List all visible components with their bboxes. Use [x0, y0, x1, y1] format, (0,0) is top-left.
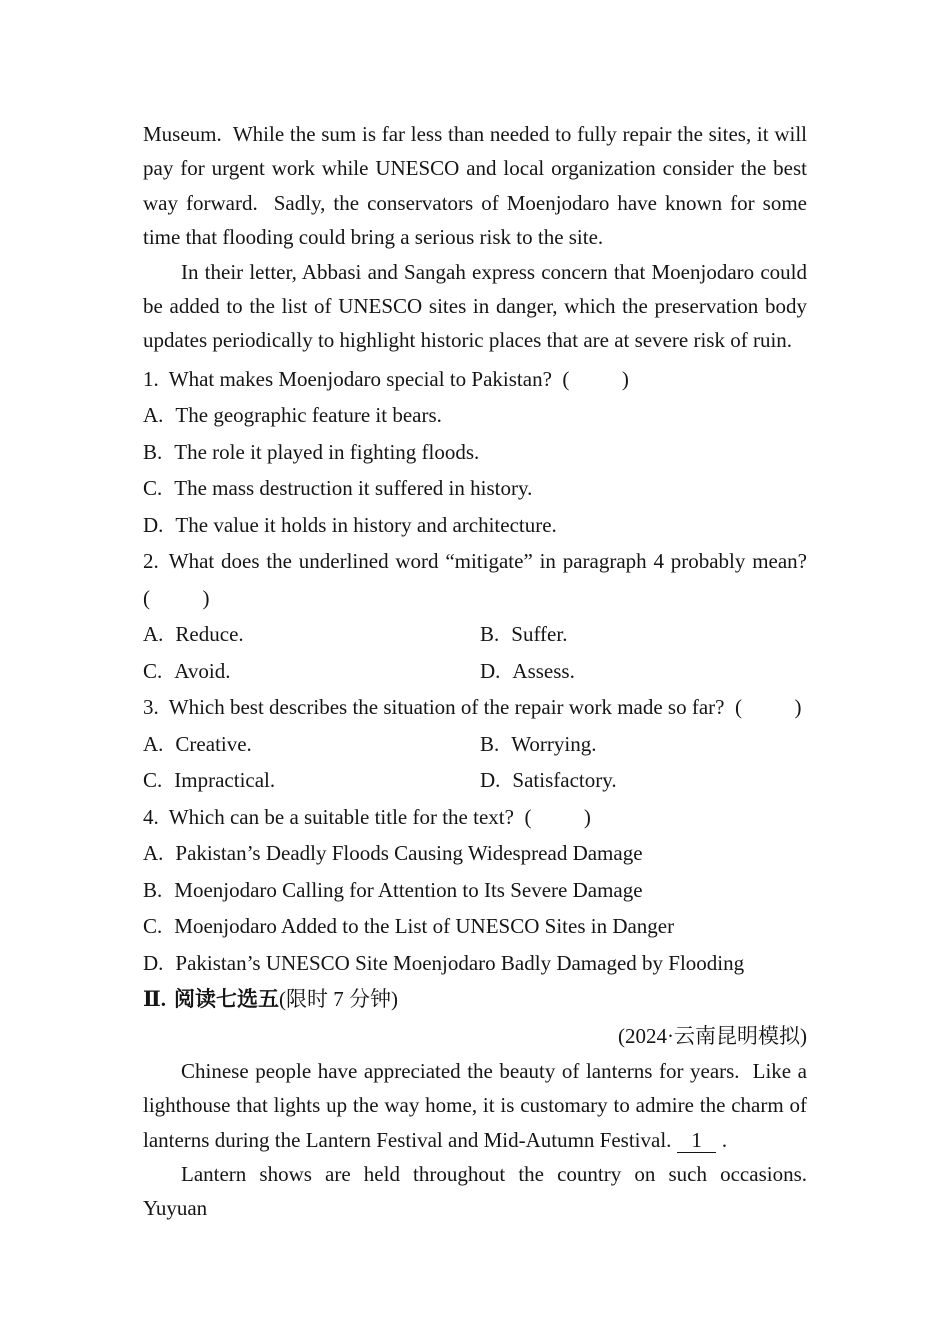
- option-q3-b-label: B.: [480, 731, 500, 756]
- option-q1-b-text: The role it played in fighting floods.: [174, 439, 480, 464]
- passage2-p1-end: .: [721, 1127, 728, 1152]
- question-4-stem: [143, 799, 807, 836]
- option-q3-c-text: Impractical.: [174, 768, 276, 793]
- option-q4-c-label: C.: [143, 914, 163, 939]
- option-q1-a-label: A.: [143, 403, 164, 428]
- option-q1-d-text: The value it holds in history and architecture.: [175, 512, 557, 537]
- section-numeral: Ⅱ.: [143, 987, 166, 1012]
- question-2-number: 2.: [143, 549, 159, 574]
- option-q3-b: [480, 726, 596, 763]
- option-q4-c-text: Moenjodaro Added to the List of UNESCO Sites in Danger: [174, 914, 675, 939]
- option-q1-c: [143, 470, 807, 507]
- option-q2-a-text: Reduce.: [175, 622, 244, 647]
- option-row-q2-ab: [143, 616, 807, 653]
- option-q1-d-label: D.: [143, 512, 164, 537]
- question-1-text: What makes Moenjodaro special to Pakistan? ( ): [168, 366, 629, 391]
- option-q3-a: [143, 726, 480, 763]
- option-q1-c-label: C.: [143, 476, 163, 501]
- option-q2-d: [480, 653, 575, 690]
- question-2: [143, 543, 818, 689]
- option-q2-d-label: D.: [480, 658, 501, 683]
- option-q4-b: [143, 872, 807, 909]
- option-q3-c: [143, 762, 480, 799]
- passage2-paragraph-1: [143, 1054, 813, 1157]
- question-3-stem: [143, 689, 807, 726]
- option-q2-c: [143, 653, 480, 690]
- option-q4-d-label: D.: [143, 950, 164, 975]
- option-q2-b-label: B.: [480, 622, 500, 647]
- option-q1-b: [143, 434, 807, 471]
- option-q2-a-label: A.: [143, 622, 164, 647]
- option-q3-a-text: Creative.: [175, 731, 252, 756]
- question-1: [143, 361, 807, 544]
- question-4-text: Which can be a suitable title for the text? ( ): [168, 804, 591, 829]
- option-q3-d-text: Satisfactory.: [512, 768, 617, 793]
- option-q4-a-label: A.: [143, 841, 164, 866]
- exam-source: (2024·云南昆明模拟): [618, 1023, 807, 1048]
- question-3-text: Which best describes the situation of the repair work made so far? ( ): [168, 695, 802, 720]
- option-q1-a: [143, 397, 807, 434]
- option-q4-a: [143, 835, 807, 872]
- question-list: [143, 361, 818, 982]
- question-1-number: 1.: [143, 366, 159, 391]
- passage2-paragraph-2: Lantern shows are held throughout the country on such occasions. Yuyuan: [143, 1162, 818, 1221]
- question-1-stem: [143, 361, 807, 398]
- option-q2-b-text: Suffer.: [511, 622, 568, 647]
- option-q3-c-label: C.: [143, 768, 163, 793]
- section-title: 阅读七选五: [173, 987, 279, 1012]
- passage1-paragraph-2: In their letter, Abbasi and Sangah express concern that Moenjodaro could be added to the list of UNESCO sites in danger, which the preservation body updates periodically to highlight historic places that are at severe risk of ruin.: [143, 259, 813, 353]
- option-q3-d-label: D.: [480, 768, 501, 793]
- option-q2-c-text: Avoid.: [174, 658, 231, 683]
- option-row-q3-cd: [143, 762, 807, 799]
- option-q2-d-text: Assess.: [512, 658, 575, 683]
- option-q3-a-label: A.: [143, 731, 164, 756]
- option-q3-d: [480, 762, 617, 799]
- option-q1-a-text: The geographic feature it bears.: [175, 403, 442, 428]
- section-time-limit: (限时 7 分钟): [278, 987, 398, 1012]
- question-3-number: 3.: [143, 695, 159, 720]
- question-4-number: 4.: [143, 804, 159, 829]
- option-q1-b-label: B.: [143, 439, 163, 464]
- question-2-stem: [143, 543, 818, 616]
- option-q4-b-text: Moenjodaro Calling for Attention to Its Severe Damage: [174, 877, 643, 902]
- option-q2-a: [143, 616, 480, 653]
- passage2-p1-text: Chinese people have appreciated the beauty of lanterns for years. Like a lighthouse that lights up the way home, it is customary to admire the charm of lanterns during the Lantern Festival and Mid-Autumn Festival.: [143, 1058, 813, 1152]
- option-q4-c: [143, 908, 807, 945]
- option-q4-b-label: B.: [143, 877, 163, 902]
- blank-1: 1: [677, 1128, 716, 1153]
- question-3: [143, 689, 807, 799]
- question-2-text: What does the underlined word “mitigate” in paragraph 4 probably mean? ( ): [143, 549, 818, 610]
- option-row-q3-ab: [143, 726, 807, 763]
- option-q4-a-text: Pakistan’s Deadly Floods Causing Widespread Damage: [175, 841, 643, 866]
- question-4: [143, 799, 807, 982]
- option-q4-d-text: Pakistan’s UNESCO Site Moenjodaro Badly Damaged by Flooding: [175, 950, 745, 975]
- option-q4-d: [143, 945, 807, 982]
- option-q1-d: [143, 507, 807, 544]
- option-q2-c-label: C.: [143, 658, 163, 683]
- option-q3-b-text: Worrying.: [511, 731, 597, 756]
- passage1-paragraph-1: Museum. While the sum is far less than needed to fully repair the sites, it will pay for urgent work while UNESCO and local organization consider the best way forward. Sadly, the conservators of Moenjodaro have known for some time that flooding could bring a serious risk to the site.: [143, 122, 813, 250]
- option-row-q2-cd: [143, 653, 807, 690]
- option-q2-b: [480, 616, 567, 653]
- option-q1-c-text: The mass destruction it suffered in history.: [174, 476, 533, 501]
- section-heading: [143, 981, 807, 1018]
